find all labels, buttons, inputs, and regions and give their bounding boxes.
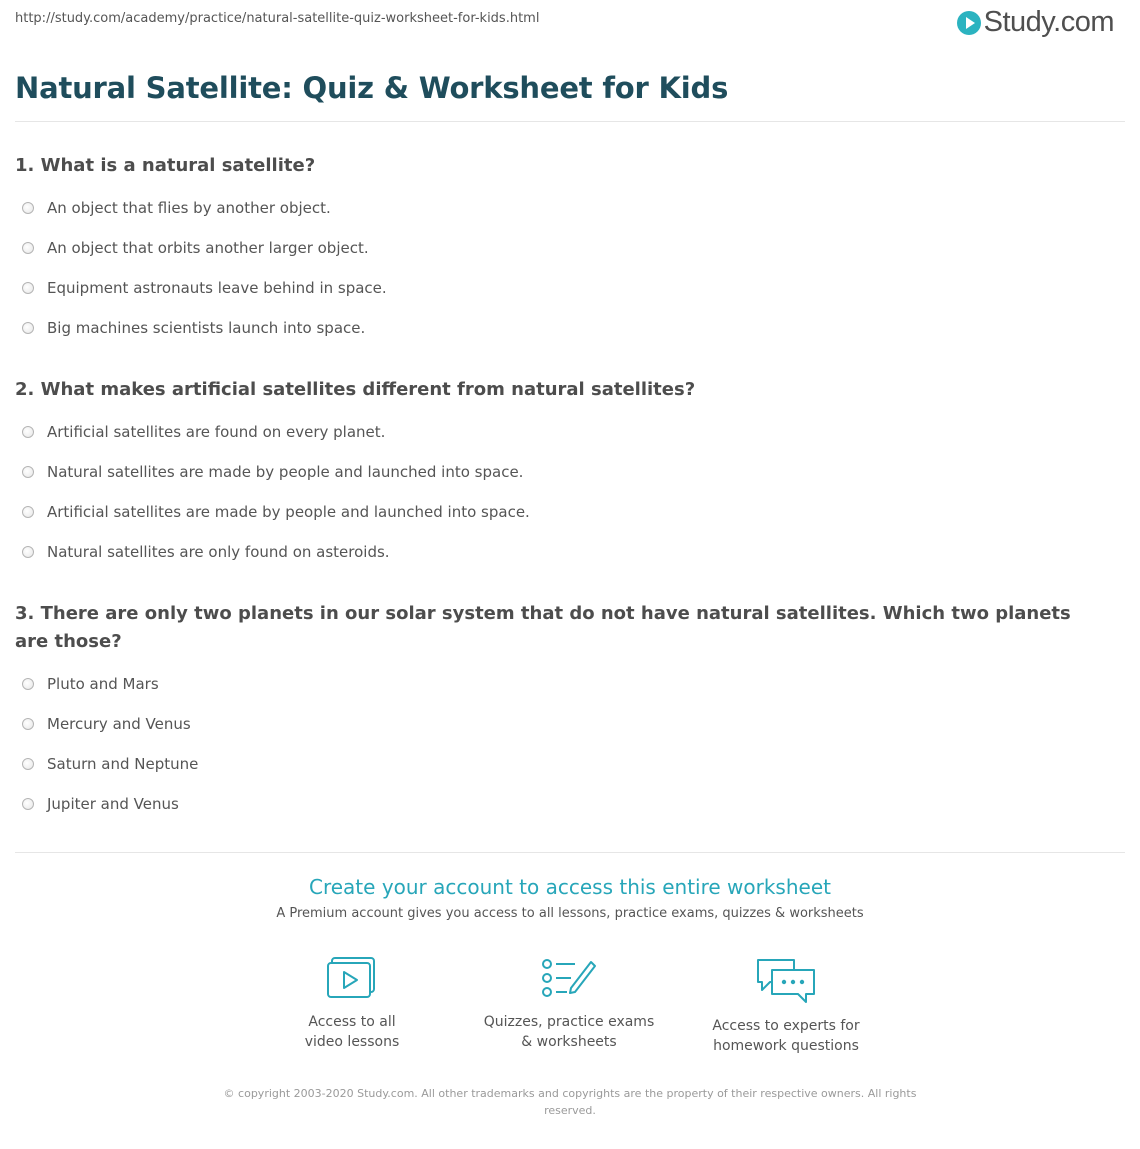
answer-option[interactable]: [22, 715, 191, 733]
feature-label-line1: Access to experts for: [712, 1018, 860, 1034]
answer-label: Artificial satellites are made by people and launched into space.: [47, 503, 530, 521]
radio-button[interactable]: [22, 546, 34, 558]
study-logo[interactable]: [957, 6, 1114, 39]
create-account-link[interactable]: Create your account to access this entire worksheet: [309, 875, 831, 899]
feature-label-line2: video lessons: [304, 1034, 400, 1050]
radio-button[interactable]: [22, 466, 34, 478]
feature-label-line2: homework questions: [713, 1038, 859, 1054]
answer-option[interactable]: [22, 199, 331, 217]
answer-label: An object that flies by another object.: [47, 199, 331, 217]
page-url: http://study.com/academy/practice/natural-satellite-quiz-worksheet-for-kids.html: [15, 11, 540, 26]
quiz-checklist-icon: [541, 956, 597, 1000]
answer-option[interactable]: [22, 279, 387, 297]
answer-option[interactable]: [22, 795, 179, 813]
section-divider: [15, 852, 1125, 853]
question-3: 3. There are only two planets in our solar system that do not have natural satellites. Which two planets are those?: [15, 603, 1071, 652]
page-title: Natural Satellite: Quiz & Worksheet for Kids: [15, 71, 729, 105]
answer-option[interactable]: [22, 463, 523, 481]
question-2: 2. What makes artificial satellites different from natural satellites?: [15, 379, 696, 400]
answer-label: Mercury and Venus: [47, 715, 191, 733]
answer-option[interactable]: [22, 503, 530, 521]
feature-quizzes: [469, 956, 669, 1052]
video-lesson-icon: [326, 956, 378, 1000]
answer-option[interactable]: [22, 675, 159, 693]
radio-button[interactable]: [22, 282, 34, 294]
feature-experts: [686, 956, 886, 1056]
answer-label: Big machines scientists launch into space.: [47, 319, 366, 337]
feature-video-lessons: [252, 956, 452, 1052]
radio-button[interactable]: [22, 678, 34, 690]
feature-label-line1: Access to all: [308, 1014, 396, 1030]
radio-button[interactable]: [22, 758, 34, 770]
radio-button[interactable]: [22, 242, 34, 254]
feature-label-line1: Quizzes, practice exams: [483, 1014, 655, 1030]
chat-bubbles-icon: [754, 956, 818, 1004]
radio-button[interactable]: [22, 718, 34, 730]
answer-label: An object that orbits another larger object.: [47, 239, 369, 257]
answer-option[interactable]: [22, 239, 369, 257]
answer-label: Artificial satellites are found on every planet.: [47, 423, 386, 441]
copyright-notice: © copyright 2003-2020 Study.com. All other trademarks and copyrights are the property of their respective owners. All rights reserved.: [223, 1087, 917, 1117]
radio-button[interactable]: [22, 798, 34, 810]
answer-label: Jupiter and Venus: [47, 795, 179, 813]
answer-label: Equipment astronauts leave behind in space.: [47, 279, 387, 297]
logo-text: Study.com: [983, 6, 1114, 38]
answer-label: Natural satellites are only found on asteroids.: [47, 543, 390, 561]
radio-button[interactable]: [22, 506, 34, 518]
play-logo-icon: [957, 11, 981, 35]
feature-label-line2: & worksheets: [521, 1034, 617, 1050]
question-1: 1. What is a natural satellite?: [15, 155, 316, 176]
answer-label: Pluto and Mars: [47, 675, 159, 693]
radio-button[interactable]: [22, 322, 34, 334]
answer-option[interactable]: [22, 423, 385, 441]
premium-description: A Premium account gives you access to all lessons, practice exams, quizzes & worksheets: [276, 906, 864, 921]
radio-button[interactable]: [22, 202, 34, 214]
title-divider: [15, 121, 1125, 122]
radio-button[interactable]: [22, 426, 34, 438]
answer-option[interactable]: [22, 319, 365, 337]
answer-label: Natural satellites are made by people and launched into space.: [47, 463, 524, 481]
answer-label: Saturn and Neptune: [47, 755, 199, 773]
answer-option[interactable]: [22, 755, 198, 773]
answer-option[interactable]: [22, 543, 390, 561]
